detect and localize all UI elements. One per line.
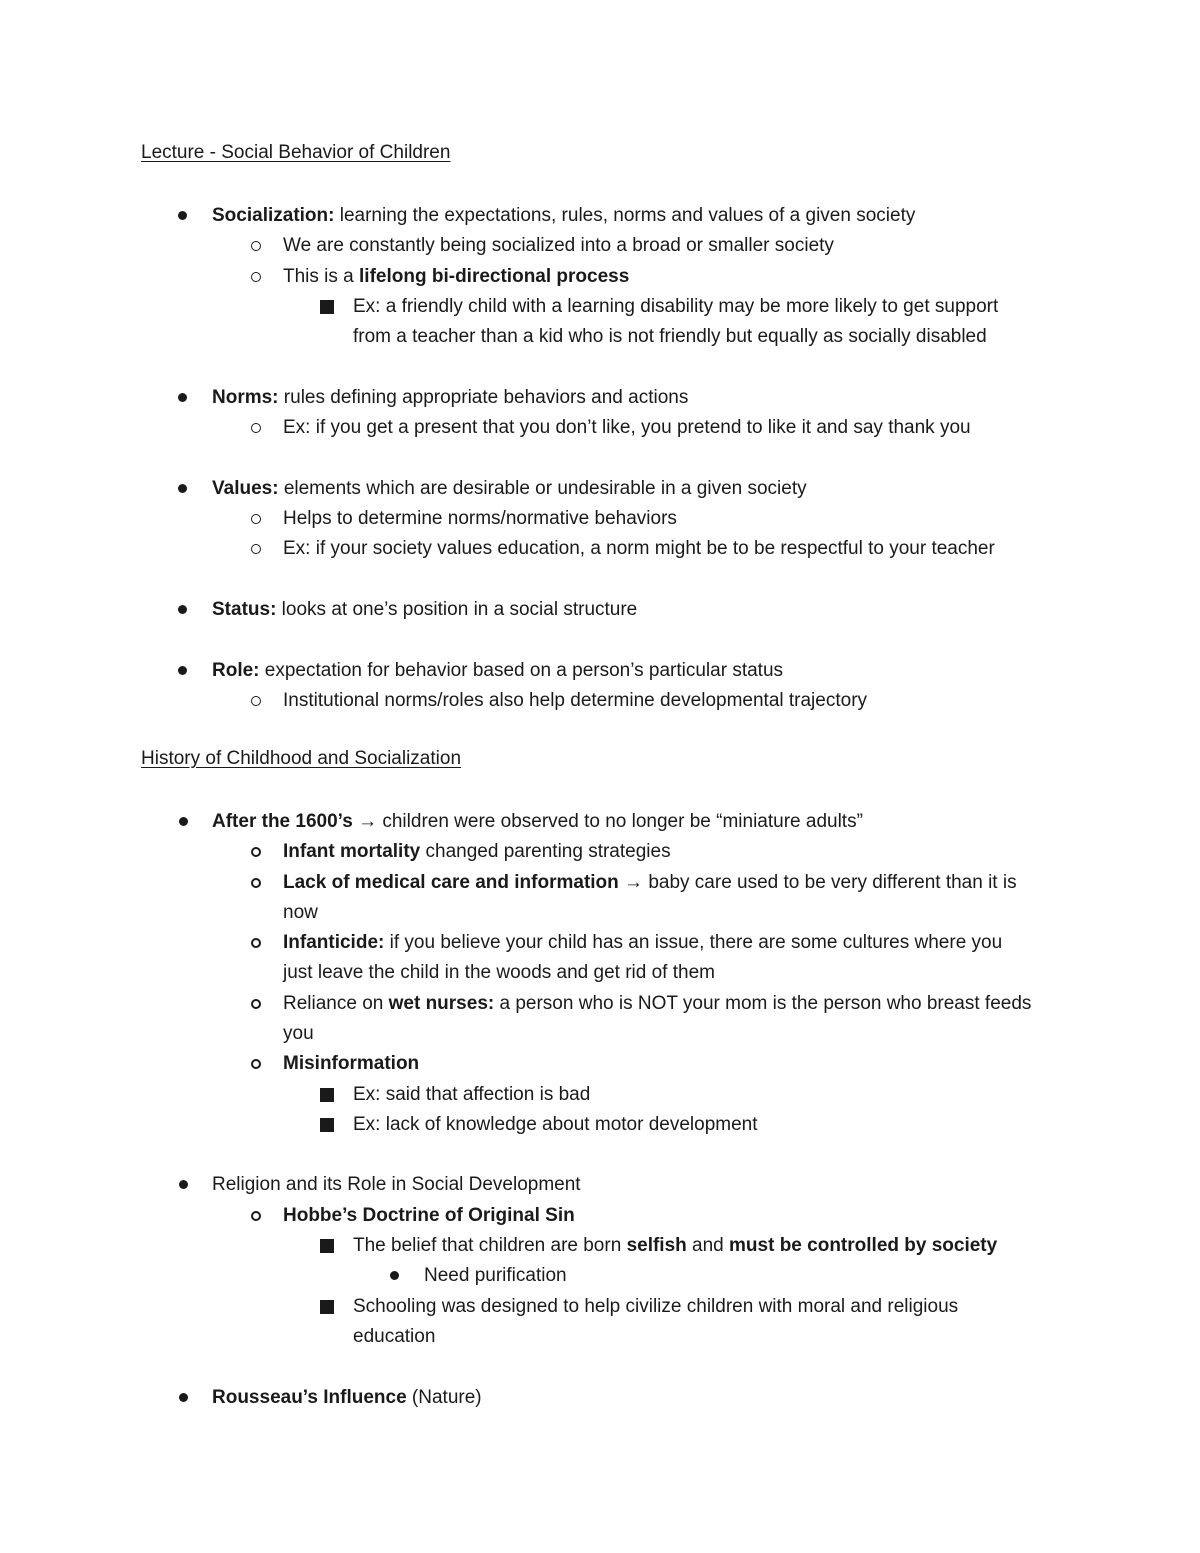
- bullet-hollow-icon: [251, 1211, 261, 1221]
- rousseau-text: (Nature): [406, 1387, 482, 1408]
- socialization-text: learning the expectations, rules, norms and values of a given society: [334, 205, 916, 226]
- misinformation-example-2: [353, 1110, 758, 1140]
- after-1600-term: After the 1600’s: [212, 811, 353, 832]
- bullet-filled-icon: [178, 211, 187, 220]
- infanticide-bold: Infanticide:: [283, 932, 385, 953]
- wet-nurses-bold: wet nurses:: [388, 993, 495, 1014]
- values-sub-1-text: Helps to determine norms/normative behaviors: [283, 508, 677, 529]
- values-sub-2: [283, 534, 995, 564]
- wet-nurses-item: [283, 989, 1031, 1019]
- infanticide-line-2: just leave the child in the woods and get rid of them: [283, 962, 715, 983]
- belief-mid: and: [686, 1235, 730, 1256]
- role-item: [212, 656, 783, 686]
- bullet-hollow-icon: [251, 696, 261, 706]
- role-text: expectation for behavior based on a person’s particular status: [259, 660, 784, 681]
- infant-mortality-item: [283, 837, 671, 867]
- values-text: elements which are desirable or undesirable in a given society: [278, 478, 807, 499]
- socialization-sub-1: [283, 231, 834, 261]
- bullet-hollow-icon: [251, 423, 261, 433]
- bullet-square-icon: [320, 1118, 334, 1132]
- norms-sub-1: [283, 413, 971, 443]
- bullet-filled-icon: [179, 1180, 188, 1189]
- norms-term: Norms:: [212, 387, 279, 408]
- values-item: [212, 474, 807, 504]
- role-sub-1-text: Institutional norms/roles also help determine developmental trajectory: [283, 690, 868, 711]
- bullet-filled-icon: [178, 484, 187, 493]
- socialization-item: [212, 201, 915, 231]
- lack-of-care-text: → baby care used to be very different than it is: [618, 872, 1017, 893]
- lack-of-care-line-2: now: [283, 902, 318, 923]
- rousseau-item: [212, 1383, 482, 1413]
- purification-text: Need purification: [424, 1265, 567, 1286]
- lecture-heading: Lecture - Social Behavior of Children: [141, 142, 451, 163]
- bullet-square-icon: [320, 1088, 334, 1102]
- status-text: looks at one’s position in a social structure: [276, 599, 638, 620]
- religion-text: Religion and its Role in Social Development: [212, 1174, 581, 1195]
- values-sub-1: [283, 504, 677, 534]
- religion-item: [212, 1170, 581, 1200]
- after-1600-text: → children were observed to no longer be “miniature adults”: [352, 811, 863, 832]
- hobbe-doctrine-item: [283, 1201, 575, 1231]
- infant-mortality-text: changed parenting strategies: [420, 841, 671, 862]
- socialization-sub-2: [283, 262, 629, 292]
- misinformation-example-1: [353, 1080, 590, 1110]
- socialization-term: Socialization:: [212, 205, 335, 226]
- bullet-square-icon: [320, 1300, 334, 1314]
- bullet-hollow-icon: [251, 878, 261, 888]
- infanticide-item: [283, 928, 1002, 958]
- hobbe-doctrine-bold: Hobbe’s Doctrine of Original Sin: [283, 1205, 575, 1226]
- socialization-sub-1-text: We are constantly being socialized into a broad or smaller society: [283, 235, 834, 256]
- bullet-hollow-icon: [251, 847, 261, 857]
- bullet-hollow-icon: [251, 241, 261, 251]
- belief-bold-selfish: selfish: [626, 1235, 687, 1256]
- schooling-item: [353, 1292, 958, 1322]
- wet-nurses-pre: Reliance on: [283, 993, 389, 1014]
- bullet-square-icon: [320, 1239, 334, 1253]
- bullet-filled-icon: [390, 1271, 399, 1280]
- values-sub-2-text: Ex: if your society values education, a norm might be to be respectful to your teacher: [283, 538, 995, 559]
- bullet-hollow-icon: [251, 938, 261, 948]
- role-term: Role:: [212, 660, 260, 681]
- status-term: Status:: [212, 599, 277, 620]
- bullet-hollow-icon: [251, 999, 261, 1009]
- socialization-sub-2-pre: This is a: [283, 266, 360, 287]
- norms-item: [212, 383, 688, 413]
- values-term: Values:: [212, 478, 279, 499]
- misinformation-example-1-text: Ex: said that affection is bad: [353, 1084, 591, 1105]
- schooling-text: Schooling was designed to help civilize children with moral and religious: [353, 1296, 959, 1317]
- socialization-example-text-1: Ex: a friendly child with a learning disability may be more likely to get support: [353, 296, 999, 317]
- norms-sub-1-text: Ex: if you get a present that you don’t like, you pretend to like it and say thank you: [283, 417, 971, 438]
- bullet-hollow-icon: [251, 544, 261, 554]
- socialization-example-line-1: [353, 292, 998, 322]
- history-heading: History of Childhood and Socialization: [141, 748, 462, 769]
- bullet-filled-icon: [179, 817, 188, 826]
- wet-nurses-line-2: you: [283, 1023, 314, 1044]
- socialization-example-line-2: from a teacher than a kid who is not friendly but equally as socially disabled: [353, 326, 987, 347]
- wet-nurses-text: a person who is NOT your mom is the person who breast feeds: [494, 993, 1032, 1014]
- bullet-hollow-icon: [251, 1059, 261, 1069]
- schooling-line-2: education: [353, 1326, 436, 1347]
- belief-item: [353, 1231, 997, 1261]
- bullet-square-icon: [320, 300, 334, 314]
- bullet-filled-icon: [179, 1393, 188, 1402]
- infanticide-text: if you believe your child has an issue, there are some cultures where you: [384, 932, 1003, 953]
- bullet-filled-icon: [178, 393, 187, 402]
- belief-bold-controlled: must be controlled by society: [729, 1235, 998, 1256]
- status-item: [212, 595, 637, 625]
- lack-of-care-bold: Lack of medical care and information: [283, 872, 619, 893]
- bullet-hollow-icon: [251, 514, 261, 524]
- bullet-filled-icon: [178, 605, 187, 614]
- purification-item: [424, 1261, 567, 1291]
- misinformation-bold: Misinformation: [283, 1053, 420, 1074]
- norms-text: rules defining appropriate behaviors and actions: [278, 387, 689, 408]
- bullet-filled-icon: [178, 666, 187, 675]
- role-sub-1: [283, 686, 867, 716]
- misinformation-example-2-text: Ex: lack of knowledge about motor development: [353, 1114, 758, 1135]
- infant-mortality-bold: Infant mortality: [283, 841, 421, 862]
- lack-of-care-item: [283, 868, 1017, 898]
- belief-pre: The belief that children are born: [353, 1235, 627, 1256]
- socialization-sub-2-bold: lifelong bi-directional process: [359, 266, 630, 287]
- bullet-hollow-icon: [251, 272, 261, 282]
- misinformation-item: [283, 1049, 419, 1079]
- after-1600-item: [212, 807, 863, 837]
- rousseau-bold: Rousseau’s Influence: [212, 1387, 407, 1408]
